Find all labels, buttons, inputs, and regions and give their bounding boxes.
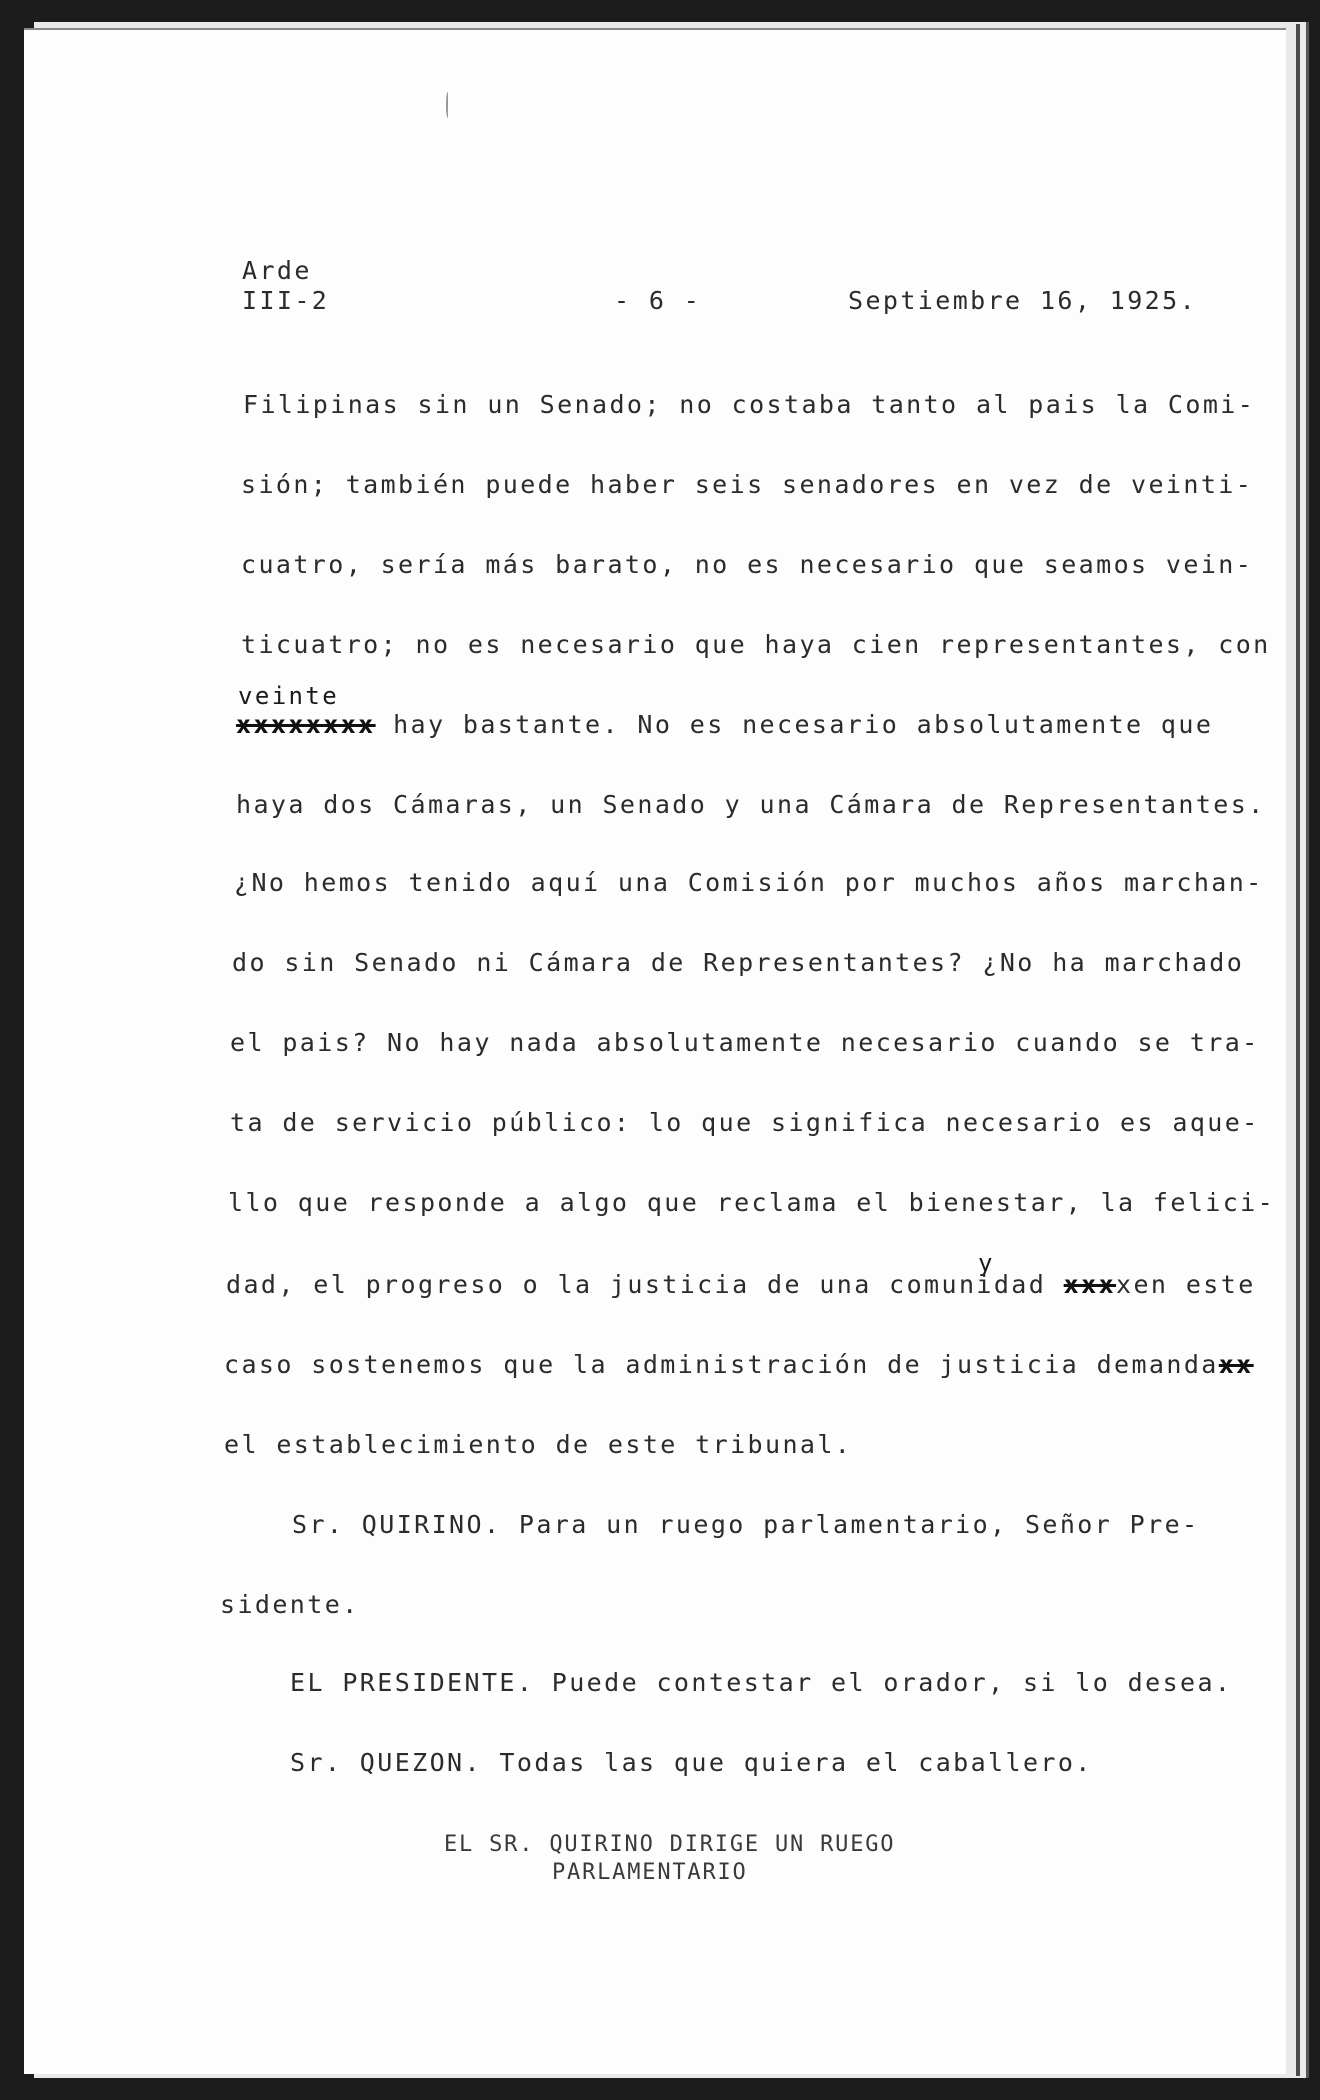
body-line: ta de servicio público: lo que significa necesario es aque- bbox=[230, 1108, 1260, 1137]
pencil-mark bbox=[446, 92, 451, 118]
speaker-line-quezon: Sr. QUEZON. Todas las que quiera el caballero. bbox=[290, 1748, 1093, 1777]
body-line-tail: xen este bbox=[1116, 1270, 1256, 1299]
page-number: - 6 - bbox=[614, 286, 702, 315]
body-line bbox=[224, 1350, 1254, 1380]
document-code-line2: III-2 bbox=[242, 286, 330, 315]
document-code-line1: Arde bbox=[242, 256, 312, 285]
struck-text: xxxxxxxx bbox=[236, 710, 376, 739]
body-line bbox=[226, 1270, 1256, 1300]
body-line: ticuatro; no es necesario que haya cien representantes, con bbox=[241, 630, 1271, 659]
speaker-line-quirino: Sr. QUIRINO. Para un ruego parlamentario, Señor Pre- bbox=[292, 1510, 1200, 1539]
speaker-line-continuation: sidente. bbox=[220, 1590, 360, 1619]
body-line: haya dos Cámaras, un Senado y una Cámara de Representantes. bbox=[236, 790, 1266, 819]
correction-insert-veinte: veinte bbox=[238, 682, 340, 710]
body-line-text: hay bastante. No es necesario absolutamente que bbox=[393, 710, 1214, 739]
body-line: llo que responde a algo que reclama el bienestar, la felici- bbox=[228, 1188, 1276, 1217]
page-edge bbox=[1296, 24, 1300, 2076]
body-line: ¿No hemos tenido aquí una Comisión por muchos años marchan- bbox=[234, 868, 1264, 897]
body-line: cuatro, sería más barato, no es necesario que seamos vein- bbox=[241, 550, 1254, 579]
body-line: el establecimiento de este tribunal. bbox=[224, 1430, 853, 1459]
speaker-line-presidente: EL PRESIDENTE. Puede contestar el orador, si lo desea. bbox=[290, 1668, 1233, 1697]
body-line-text: caso sostenemos que la administración de justicia demanda bbox=[224, 1350, 1219, 1379]
section-heading-line1: EL SR. QUIRINO DIRIGE UN RUEGO bbox=[444, 1832, 896, 1857]
body-line: Filipinas sin un Senado; no costaba tanto al pais la Comi- bbox=[243, 390, 1256, 419]
body-line: sión; también puede haber seis senadores en vez de veinti- bbox=[241, 470, 1254, 499]
body-line-text: dad, el progreso o la justicia de una comunidad bbox=[226, 1270, 1064, 1299]
correction-insert-y: y bbox=[978, 1249, 995, 1277]
body-line: el pais? No hay nada absolutamente necesario cuando se tra- bbox=[230, 1028, 1260, 1057]
section-heading-line2: PARLAMENTARIO bbox=[552, 1860, 748, 1885]
struck-text: xx bbox=[1218, 1350, 1254, 1379]
body-line: do sin Senado ni Cámara de Representantes? ¿No ha marchado bbox=[232, 948, 1245, 977]
body-line bbox=[236, 710, 1213, 740]
struck-text: xxx bbox=[1063, 1270, 1117, 1299]
document-date: Septiembre 16, 1925. bbox=[848, 286, 1198, 315]
